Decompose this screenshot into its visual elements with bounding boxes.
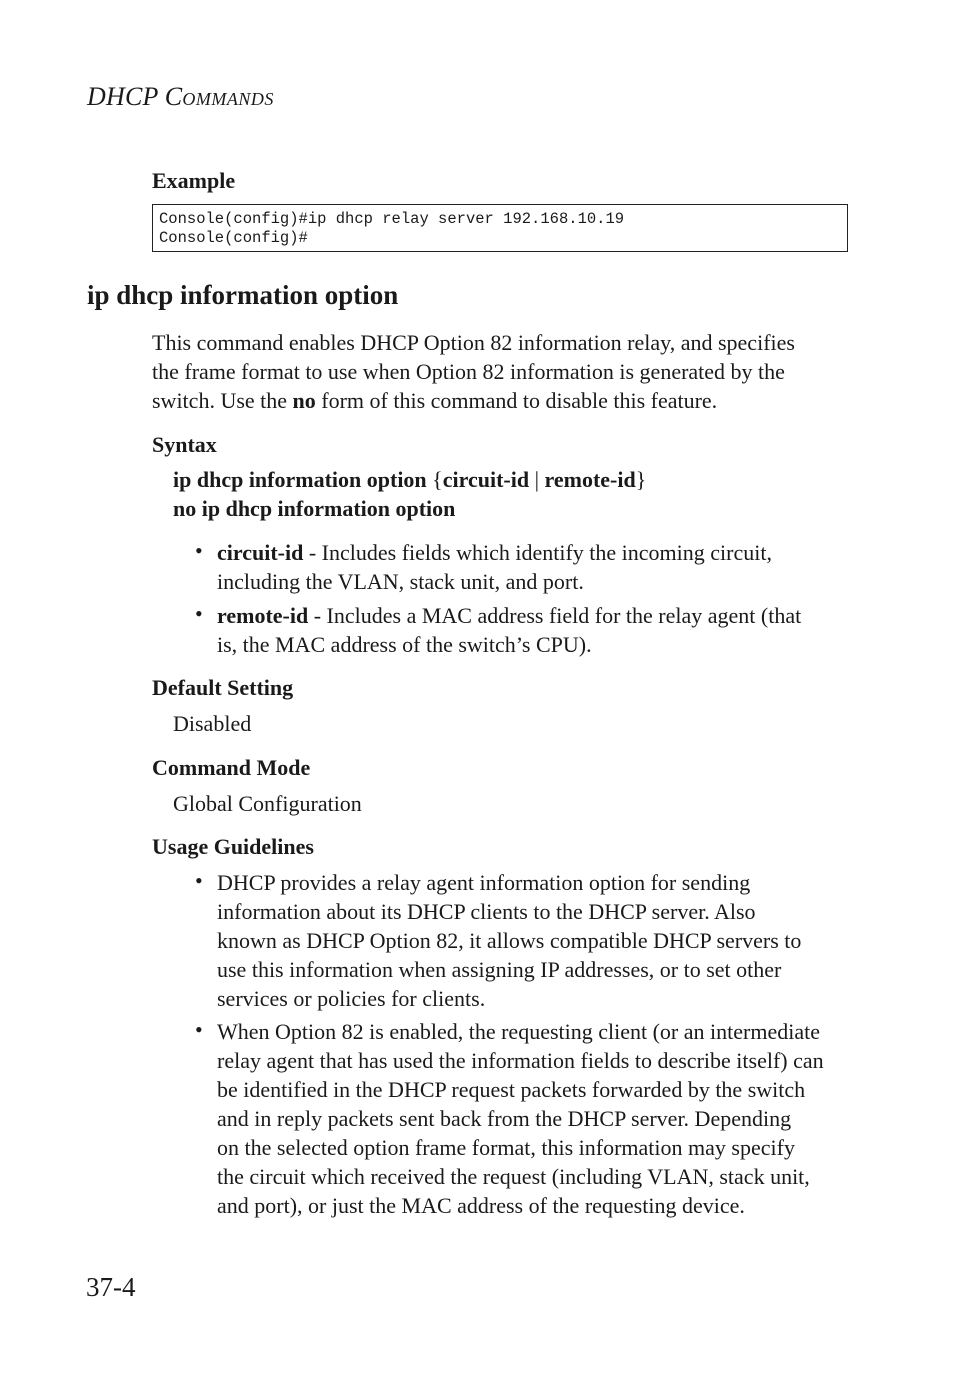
command-mode-value: Global Configuration: [173, 791, 362, 816]
default-setting-label: Default Setting: [152, 675, 294, 700]
usage-line: relay agent that has used the information fields to describe itself) can: [217, 1048, 824, 1073]
section-title: ip dhcp information option: [87, 280, 399, 310]
command-mode-label: Command Mode: [152, 755, 311, 780]
description-line: [152, 386, 717, 415]
param-line: [217, 601, 801, 630]
usage-line: be identified in the DHCP request packets forwarded by the switch: [217, 1077, 806, 1102]
syntax-line-no-form: no ip dhcp information option: [173, 496, 456, 521]
param-desc: - Includes a MAC address field for the relay agent (that: [308, 603, 802, 628]
usage-line: the circuit which received the request (including VLAN, stack unit,: [217, 1164, 810, 1189]
usage-line: DHCP provides a relay agent information option for sending: [217, 870, 751, 895]
syntax-brace-open: {: [432, 467, 443, 492]
usage-line: on the selected option frame format, this information may specify: [217, 1135, 795, 1160]
param-line: [217, 538, 772, 567]
usage-line: and port), or just the MAC address of the requesting device.: [217, 1193, 745, 1218]
param-term: remote-id: [217, 603, 309, 628]
description-bold-no: no: [292, 388, 316, 413]
usage-guidelines-label: Usage Guidelines: [152, 834, 314, 859]
syntax-line: [173, 467, 646, 493]
running-header-smallcaps: OMMANDS: [182, 89, 274, 109]
syntax-command: ip dhcp information option: [173, 467, 433, 492]
usage-line: information about its DHCP clients to the DHCP server. Also: [217, 899, 756, 924]
syntax-option: remote-id: [544, 467, 636, 492]
syntax-option: circuit-id: [442, 467, 530, 492]
bullet-icon: •: [195, 868, 203, 893]
description-line: the frame format to use when Option 82 information is generated by the: [152, 359, 785, 384]
usage-line: When Option 82 is enabled, the requesting client (or an intermediate: [217, 1019, 820, 1044]
param-desc: - Includes fields which identify the incoming circuit,: [303, 540, 772, 565]
code-line: Console(config)#ip dhcp relay server 192.168.10.19: [159, 210, 625, 228]
param-line: is, the MAC address of the switch’s CPU).: [217, 632, 592, 657]
running-header-main: DHCP C: [87, 82, 183, 111]
syntax-separator: |: [529, 467, 545, 492]
running-header: [87, 82, 274, 112]
default-setting-value: Disabled: [173, 711, 252, 736]
bullet-icon: •: [195, 601, 203, 626]
page-number: 37-4: [86, 1272, 136, 1302]
code-line: Console(config)#: [159, 229, 308, 247]
usage-line: known as DHCP Option 82, it allows compatible DHCP servers to: [217, 928, 802, 953]
param-term: circuit-id: [217, 540, 304, 565]
usage-line: services or policies for clients.: [217, 986, 486, 1011]
syntax-label: Syntax: [152, 432, 217, 457]
usage-line: and in reply packets sent back from the DHCP server. Depending: [217, 1106, 792, 1131]
usage-line: use this information when assigning IP addresses, or to set other: [217, 957, 782, 982]
description-line: This command enables DHCP Option 82 information relay, and specifies: [152, 330, 795, 355]
param-line: including the VLAN, stack unit, and port.: [217, 569, 584, 594]
description-text: form of this command to disable this feature.: [315, 388, 718, 413]
description-text: switch. Use the: [152, 388, 293, 413]
bullet-icon: •: [195, 1017, 203, 1042]
code-example-box: [152, 204, 848, 252]
syntax-brace-close: }: [635, 467, 647, 492]
example-label: Example: [152, 168, 236, 193]
bullet-icon: •: [195, 538, 203, 563]
